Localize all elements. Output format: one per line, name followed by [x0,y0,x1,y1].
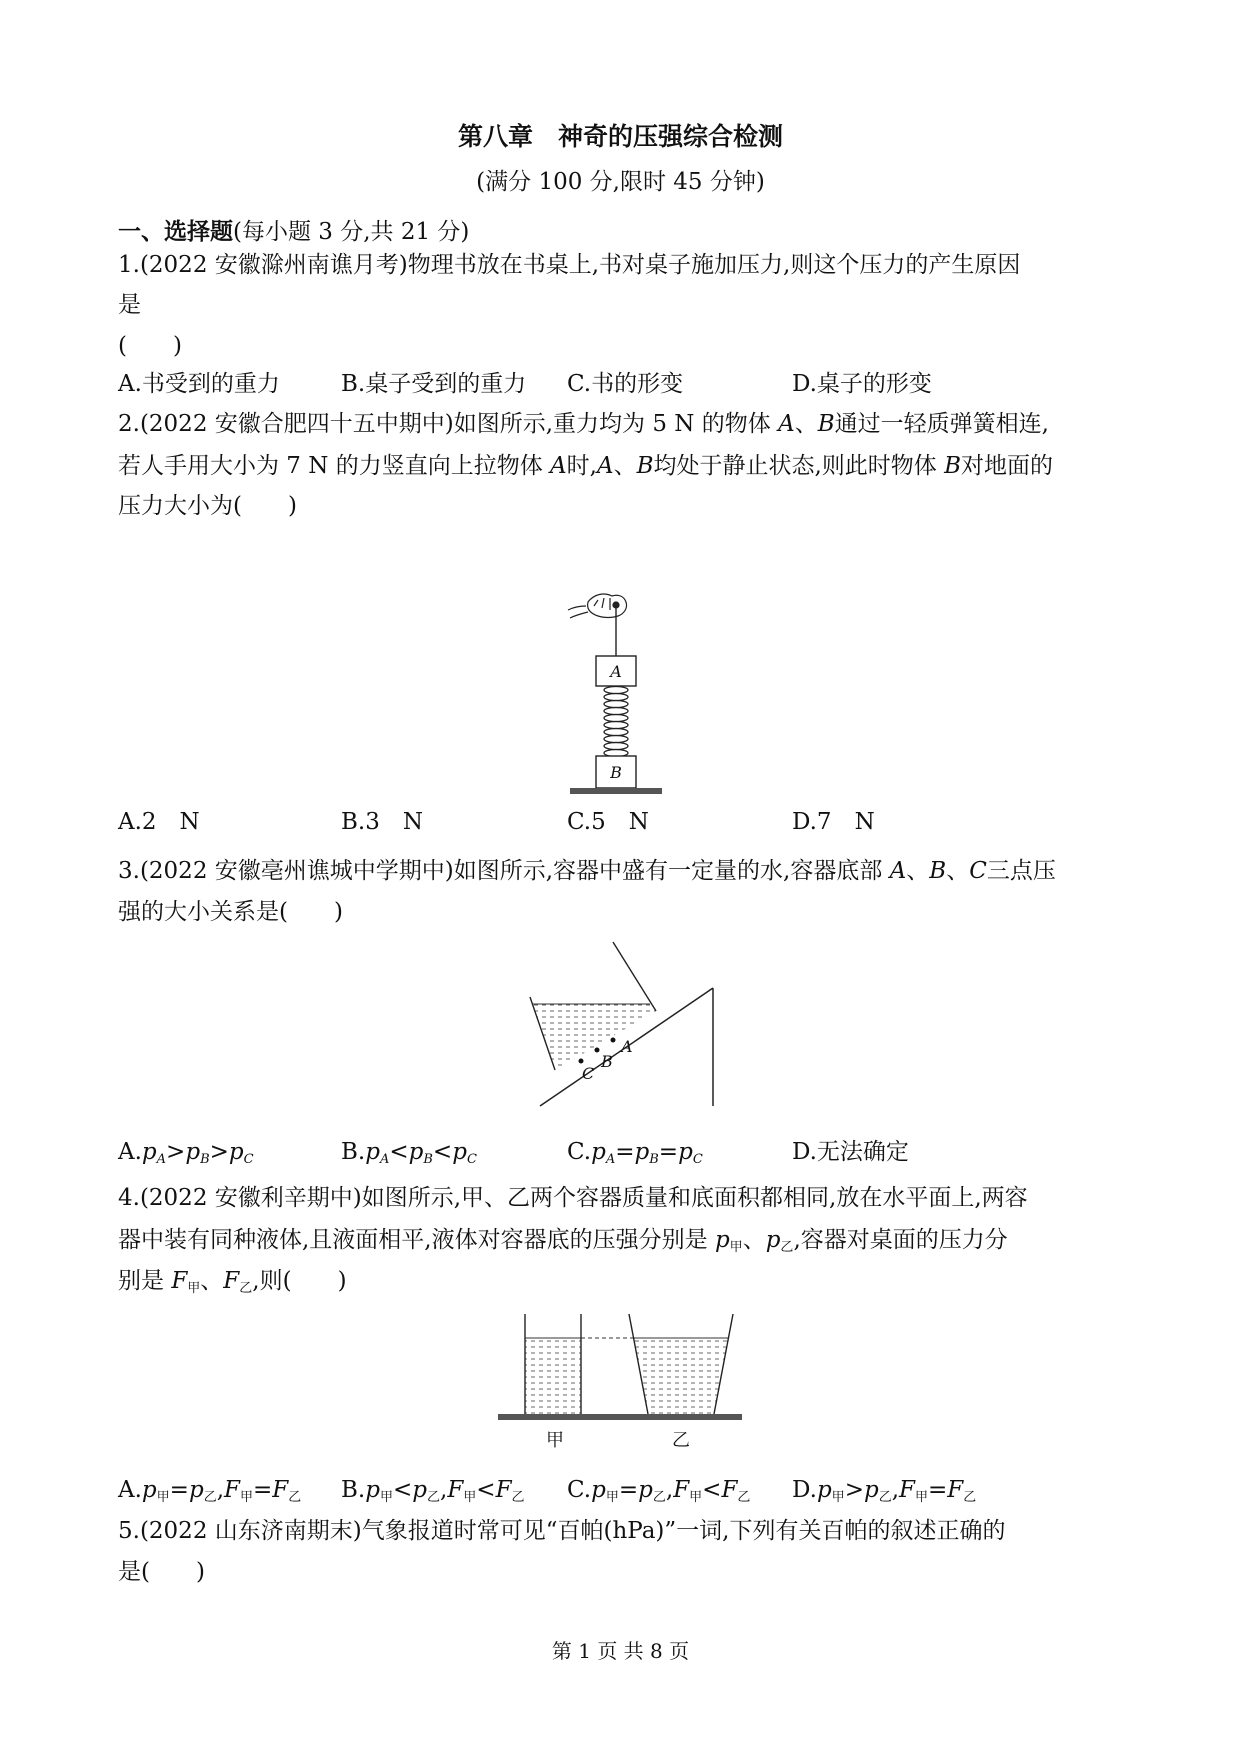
q5-line1: 5.(2022 山东济南期末)气象报道时常可见“百帕(hPa)”一词,下列有关百帕的叙述正确的 [118,1518,1006,1544]
q2-option-d: D.7 N [792,809,875,835]
q1-option-a: A.书受到的重力 [118,371,280,397]
section-title: 一、选择题 [118,219,233,245]
point-c-dot [579,1059,584,1064]
q2-option-b: B.3 N [341,809,423,835]
q1-line2: 是 [118,292,141,318]
hand-icon [568,594,627,618]
q2-line1: 2.(2022 安徽合肥四十五中期中)如图所示,重力均为 5 N 的物体 A、B通过一轻质弹簧相连, [118,411,1049,437]
q3-option-b: $B.p_A<p_B<p_C$ [341,1139,477,1167]
point-b-dot [595,1048,600,1053]
q3-line2: 强的大小关系是( ) [118,899,343,925]
label-b: B [601,1052,613,1071]
q4-option-b: $B.p_甲<p_乙,F_甲<F_乙$ [341,1477,525,1505]
label-a: A [610,662,622,681]
q4-containers-figure [498,1314,753,1454]
q2-line2: 若人手用大小为 7 N 的力竖直向上拉物体 A时,A、B均处于静止状态,则此时物体 B对地面的 [118,453,1054,479]
q3-option-c: $C.p_A=p_B=p_C$ [567,1139,703,1167]
label-a: A [621,1037,633,1056]
container-right-wall [613,942,656,1011]
q1-option-c: C.书的形变 [567,371,684,397]
table [498,1414,742,1420]
liquid-yi [634,1338,728,1414]
ground [570,788,662,794]
liquid-jia [525,1338,581,1414]
q3-line1: 3.(2022 安徽亳州谯城中学期中)如图所示,容器中盛有一定量的水,容器底部 A、B、C三点压 [118,858,1056,884]
page-title: 第八章 神奇的压强综合检测 [457,122,783,151]
q2-option-c: C.5 N [567,809,649,835]
q4-option-a: $A.p_甲=p_乙,F_甲=F_乙$ [118,1477,302,1505]
q4-option-d: $D.p_甲>p_乙,F_甲=F_乙$ [792,1477,977,1505]
q4-line2: 器中装有同种液体,且液面相平,液体对容器底的压强分别是 $p_甲$、$p_乙$,容器对桌面的压力分 [118,1227,1008,1255]
label-yi: 乙 [672,1430,690,1451]
q3-option-a: $A.p_A>p_B>p_C$ [118,1139,254,1167]
label-jia: 甲 [546,1430,564,1451]
page-footer: 第 1 页 共 8 页 [551,1639,690,1663]
label-b: B [610,763,622,782]
q4-line3: 别是 $F_甲$、$F_乙$,则( ) [118,1268,347,1296]
q2-spring-figure [560,588,675,798]
section-note: (每小题 3 分,共 21 分) [233,219,470,245]
q2-option-a: A.2 N [118,809,200,835]
page-subtitle: (满分 100 分,限时 45 分钟) [476,169,765,195]
q1-option-b: B.桌子受到的重力 [341,371,527,397]
q4-option-c: $C.p_甲=p_乙,F_甲<F_乙$ [567,1477,751,1505]
q3-option-d: D.无法确定 [792,1139,909,1165]
q1-answer-bracket: ( ) [118,333,182,359]
q1-line1: 1.(2022 安徽滁州南谯月考)物理书放在书桌上,书对桌子施加压力,则这个压力的产生原因 [118,252,1021,278]
q4-line1: 4.(2022 安徽利辛期中)如图所示,甲、乙两个容器质量和底面积都相同,放在水平面上,两容 [118,1185,1028,1211]
point-a-dot [611,1038,616,1043]
q2-line3: 压力大小为( ) [118,493,297,519]
label-c: C [582,1064,595,1083]
q1-option-d: D.桌子的形变 [792,371,932,397]
q5-line2: 是( ) [118,1559,205,1585]
spring [604,687,628,757]
section-heading [118,216,469,248]
q3-container-figure [525,942,725,1112]
